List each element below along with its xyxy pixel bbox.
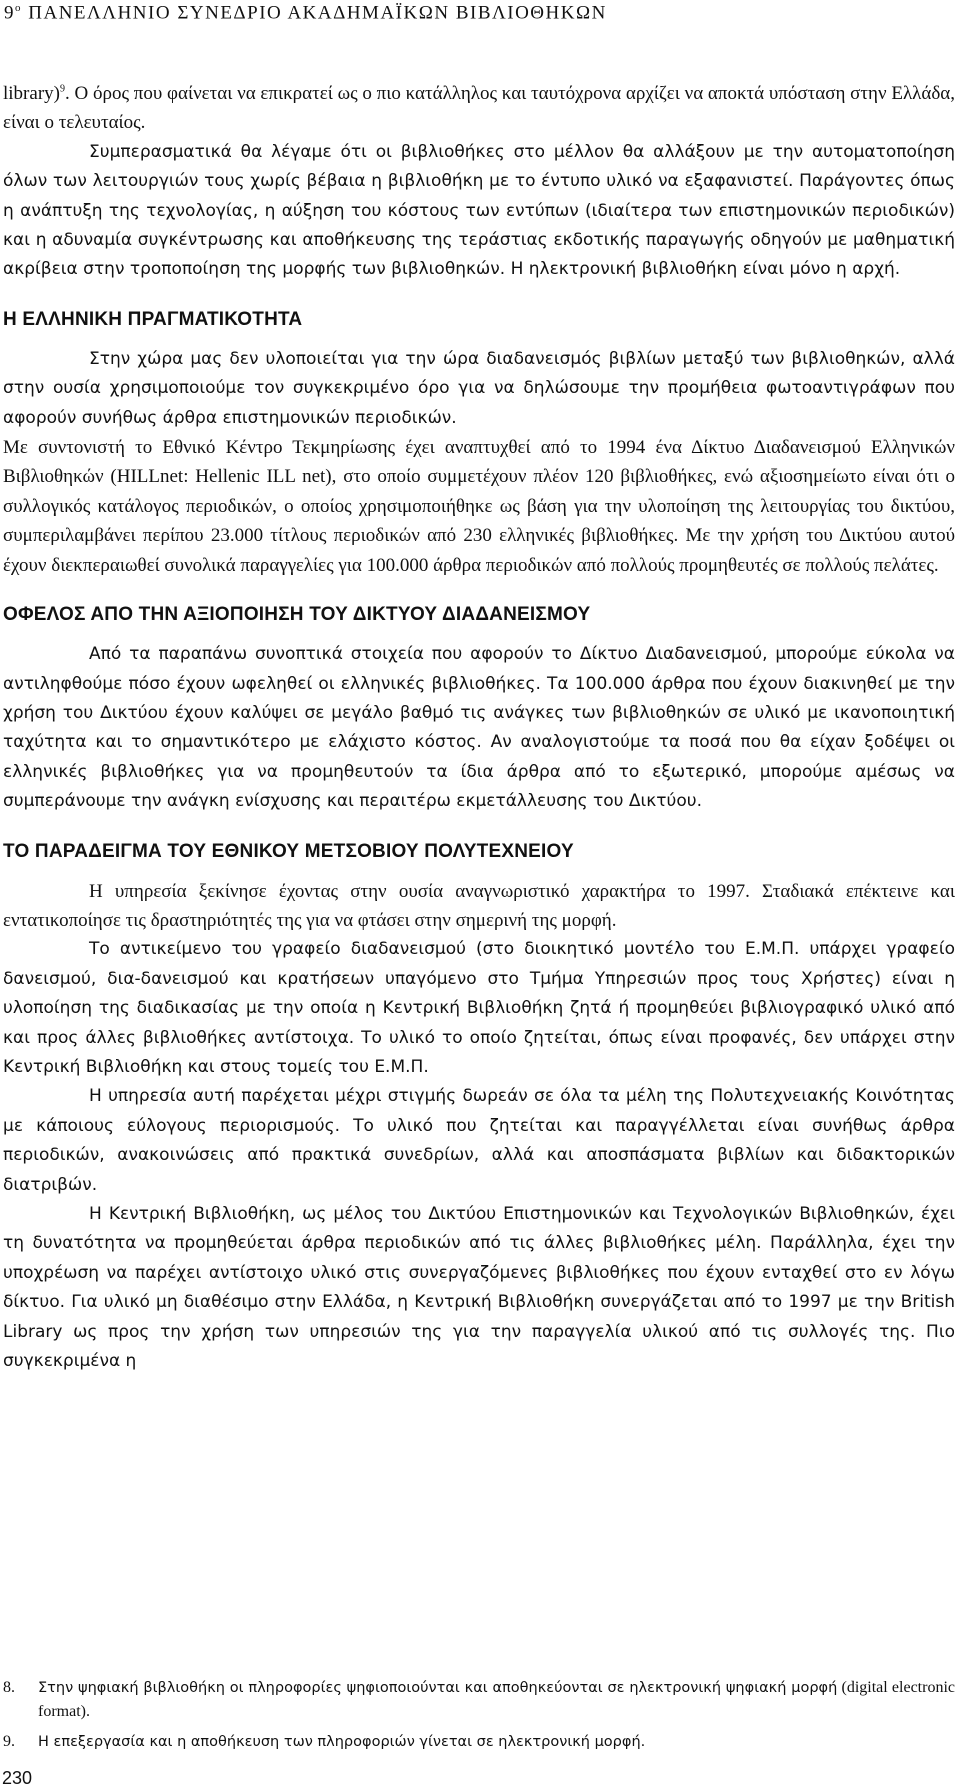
footnote-ref-9: 9 <box>59 83 65 95</box>
section1-paragraph-1: Στην χώρα μας δεν υλοποιείται για την ώρα διαδανεισμός βιβλίων μεταξύ των βιβλιοθηκών, αλλά στην ουσία χρησιμοποιούμε τον συγκεκριμένο όρο για να δηλώσουμε την προμήθεια φωτοαντιγράφων που αφορούν συνήθως άρθρα επιστημονικών περιοδικών. <box>3 348 955 428</box>
running-header <box>4 2 607 24</box>
section-heading-ntua-example: ΤΟ ΠΑΡΑΔΕΙΓΜΑ ΤΟΥ ΕΘΝΙΚΟΥ ΜΕΤΣΟΒΙΟΥ ΠΟΛΥΤΕΧΝΕΙΟΥ <box>3 840 574 862</box>
section-heading-network-benefit: ΟΦΕΛΟΣ ΑΠΟ ΤΗΝ ΑΞΙΟΠΟΙΗΣΗ ΤΟΥ ΔΙΚΤΥΟΥ ΔΙΑΔΑΝΕΙΣΜΟΥ <box>3 604 591 626</box>
section3-paragraph-3: Η υπηρεσία αυτή παρέχεται μέχρι στιγμής δωρεάν σε όλα τα μέλη της Πολυτεχνειακής Κοινότητας με κάποιους εύλογους περιορισμούς. Το υλικό που ζητείται και παραγγέλλεται είναι συνήθως άρθρα περιοδικών, ανακοινώσεις από πρακτικά συνεδρίων, αλλά και αποσπάσματα βιβλίων και διδακτορικών διατριβών. <box>3 1086 955 1195</box>
footnote-text-main: Η επεξεργασία και η αποθήκευση των πληροφοριών γίνεται σε ηλεκτρονική μορφή. <box>38 1734 646 1750</box>
intro-fragment-a: library) <box>3 83 60 104</box>
section1-paragraph-2: Με συντονιστή το Εθνικό Κέντρο Τεκμηρίωσης έχει αναπτυχθεί από το 1994 ένα Δίκτυο Διαδανεισμού Ελληνικών Βιβλιοθηκών (HILLnet: Hellenic ILL net), στο οποίο συμμετέχουν πλέον 120 βιβλιοθήκες, ενώ αξιοσημείωτο είναι ότι ο συλλογικός κατάλογος περιοδικών, ο οποίος χρησιμοποιήθηκε ως βάση για την υλοποίηση της λειτουργίας του δικτύου, συμπεριλαμβάνει περίπου 23.000 τίτλους περιοδικών από 230 ελληνικές βιβλιοθήκες. Με την χρήση του Δικτύου αυτού έχουν διεκπεραιωθεί συνολικά παραγγελίες για 100.000 άρθρα περιοδικών από πολλούς προμηθευτές σε πολλούς πελάτες. <box>3 437 955 576</box>
intro-paragraph-1 <box>3 79 955 138</box>
intro-paragraph-2: Συμπερασματικά θα λέγαμε ότι οι βιβλιοθήκες στο μέλλον θα αλλάξουν με την αυτοματοποίηση όλων των λειτουργιών τους χωρίς βέβαια η βιβλιοθήκη με το έντυπο υλικό να εξαφανιστεί. Παράγοντες όπως η ανάπτυξη της τεχνολογίας, η αύξηση του κόστους των εντύπων (ιδιαίτερα των επιστημονικών περιοδικών) και η αδυναμία συγκέντρωσης και αποθήκευσης της τεράστιας εκδοτικής παραγωγής οδηγούν με μαθηματική ακρίβεια στην τροποποίηση της μορφής των βιβλιοθηκών. Η ηλεκτρονική βιβλιοθήκη είναι μόνο η αρχή. <box>3 141 955 280</box>
footnote-text-tail: (digital electronic format). <box>38 1679 956 1720</box>
footnote-text-main: Στην ψηφιακή βιβλιοθήκη οι πληροφορίες ψηφιοποιούνται και αποθηκεύονται σε ηλεκτρονική ψηφιακή μορφή <box>38 1680 838 1696</box>
footnote-item <box>3 1676 955 1724</box>
page-number: 230 <box>2 1768 33 1788</box>
conference-title: ΠΑΝΕΛΛΗΝΙΟ ΣΥΝΕΔΡΙΟ ΑΚΑΔΗΜΑΪΚΩΝ ΒΙΒΛΙΟΘΗΚΩΝ <box>28 2 607 24</box>
footnote-text <box>38 1676 955 1724</box>
footnotes <box>3 1676 955 1760</box>
conference-ordinal: ο <box>15 2 22 14</box>
section-heading-greek-reality: Η ΕΛΛΗΝΙΚΗ ΠΡΑΓΜΑΤΙΚΟΤΗΤΑ <box>3 308 303 330</box>
footnote-item <box>3 1730 955 1754</box>
footnote-number: 8. <box>3 1679 15 1696</box>
section3-paragraph-4: Η Κεντρική Βιβλιοθήκη, ως μέλος του Δικτύου Επιστημονικών και Τεχνολογικών Βιβλιοθηκών, έχει τη δυνατότητα να προμηθεύεται άρθρα περιοδικών από τις άλλες βιβλιοθήκες μέλη. Παράλληλα, έχει την υποχρέωση να παρέχει αντίστοιχο υλικό στις συνεργαζόμενες βιβλιοθήκες που έχουν ενταχθεί στο εν λόγω δίκτυο. Για υλικό μη διαθέσιμο στην Ελλάδα, η Κεντρική Βιβλιοθήκη συνεργάζεται από το 1997 με την British Library ως προς την χρήση των υπηρεσιών της για την παραγγελία υλικού από τις συλλογές της. Πιο συγκεκριμένα η <box>3 1204 955 1372</box>
conference-number: 9 <box>4 2 15 24</box>
section3-paragraph-2: Το αντικείμενο του γραφείο διαδανεισμού (στο διοικητικό μοντέλο του Ε.Μ.Π. υπάρχει γραφείο δανεισμού, δια-δανεισμού και κρατήσεων υπαγόμενο στο Τμήμα Υπηρεσιών προς τους Χρήστες) είναι η υλοποίηση της διαδικασίας με την οποία η Κεντρική Βιβλιοθήκη ζητά ή προμηθεύει βιβλιογραφικό υλικό από και προς άλλες βιβλιοθήκες αντίστοιχα. Το υλικό το οποίο ζητείται, όπως είναι προφανές, δεν υπάρχει στην Κεντρική Βιβλιοθήκη και στους τομείς του Ε.Μ.Π. <box>3 939 955 1077</box>
footnote-number: 9. <box>3 1733 15 1750</box>
body-text <box>3 79 955 1376</box>
intro-fragment-b: . Ο όρος που φαίνεται να επικρατεί ως ο πιο κατάλληλος και ταυτόχρονα αρχίζει να αποκτά υπόσταση στην Ελλάδα, είναι ο τελευταίος. <box>3 83 955 134</box>
footnote-text <box>38 1730 955 1754</box>
section2-paragraph-1: Από τα παραπάνω συνοπτικά στοιχεία που αφορούν το Δίκτυο Διαδανεισμού, μπορούμε εύκολα να αντιληφθούμε πόσο έχουν ωφεληθεί οι ελληνικές βιβλιοθήκες. Τα 100.000 άρθρα που έχουν διακινηθεί με την χρήση του Δικτύου έχουν καλύψει σε μεγάλο βαθμό τις ανάγκες των βιβλιοθηκών σε υλικό με ικανοποιητική ταχύτητα και το σημαντικότερο με ελάχιστο κόστος. Αν αναλογιστούμε τα ποσά που θα είχαν ξοδέψει οι ελληνικές βιβλιοθήκες για να προμηθευτούν τα ίδια άρθρα από το εξωτερικό, μπορούμε αμέσως να συμπεράνουμε την ανάγκη ενίσχυσης και περαιτέρω εκμετάλλευσης του Δικτύου. <box>3 644 955 812</box>
section3-paragraph-1: Η υπηρεσία ξεκίνησε έχοντας στην ουσία αναγνωριστικό χαρακτήρα το 1997. Σταδιακά επέκτεινε και εντατικοποίησε τις δραστηριότητές της για να φτάσει στην σημερινή της μορφή. <box>3 880 955 931</box>
